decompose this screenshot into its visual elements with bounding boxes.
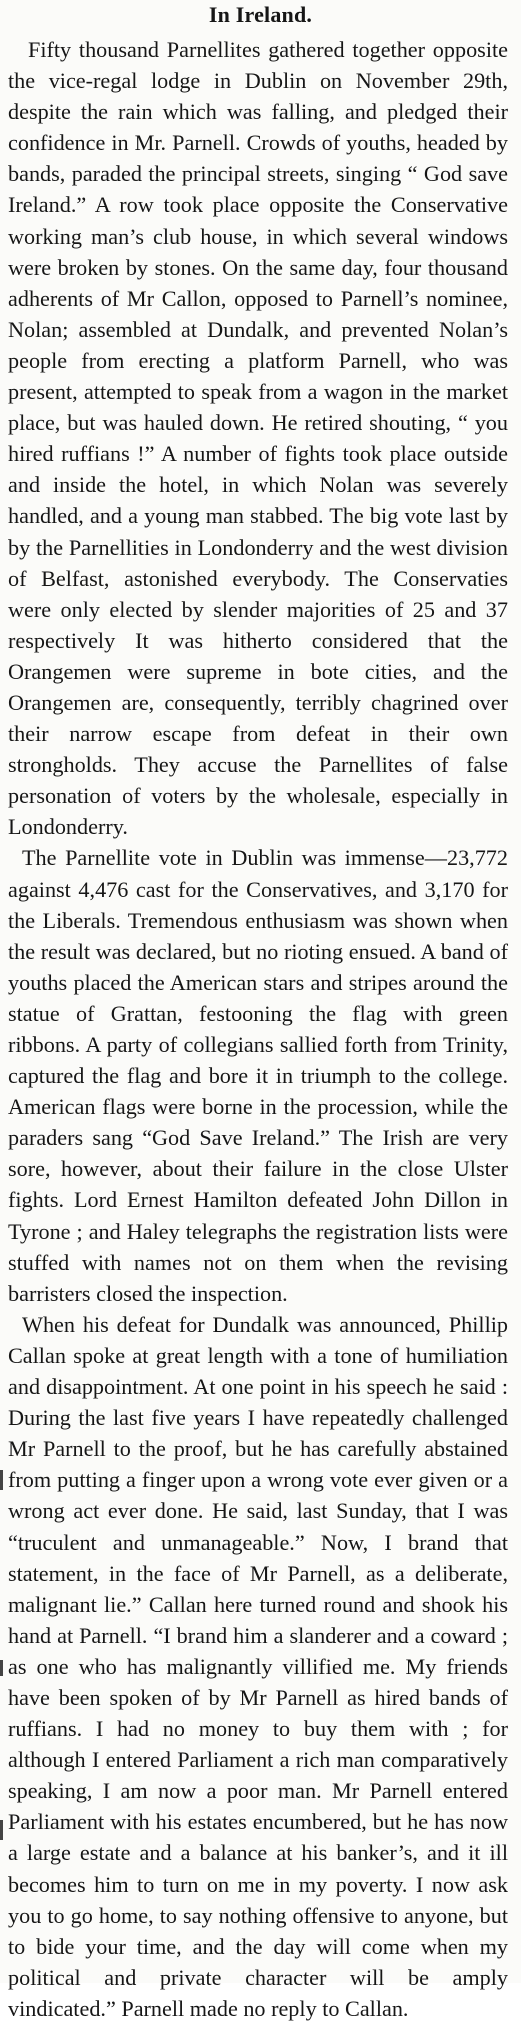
article-paragraph-2: The Parnellite vote in Dublin was immense—23,772 against 4,476 cast for the Conservatives, and 3,170 for the Liberals. Tremendous enthusiasm was shown when the result was declared, but no rioting ensued. A band of youths placed the American stars and stripes around the statue of Grattan, festooning the flag with green ribbons. A party of collegians sallied forth from Trinity, captured the flag and bore it in triumph to the college. American flags were borne in the procession, while the paraders sang “God Save Ireland.” The Irish are very sore, however, about their failure in the close Ulster fights. Lord Ernest Hamilton defeated John Dillon in Tyrone ; and Haley telegraphs the registration lists were stuffed with names not on them when the revising barristers closed the inspection. — [8, 845, 508, 1306]
article-paragraph-3: When his defeat for Dundalk was announced, Phillip Callan spoke at great length with a tone of humiliation and disappointment. At one point in his speech he said : During the last five years I have repeatedly challenged Mr Parnell to the proof, but he has carefully abstained from putting a finger upon a wrong vote ever given or a wrong act ever done. He said, last Sunday, that I was “truculent and unmanageable.” Now, I brand that statement, in the face of Mr Parnell, as a deliberate, malignant lie.” Callan here turned round and shook his hand at Parnell. “I brand him a slanderer and a coward ; as one who has malignantly villified me. My friends have been spoken of by Mr Parnell as hired bands of ruffians. I had no money to buy them with ; for although I entered Parliament a rich man comparatively speaking, I am now a poor man. Mr Parnell entered Parliament with his estates encumbered, but he has now a large estate and a balance at his banker’s, and it ill becomes him to turn on me in my poverty. I now ask you to go home, to say nothing offensive to anyone, but to bide your time, and the day will come when my political and private character will be amply vindicated.” Parnell made no reply to Callan. — [8, 1311, 508, 2021]
left-margin-rule — [0, 1660, 3, 1676]
left-margin-rule — [0, 1820, 3, 1840]
left-margin-rule — [0, 1470, 3, 1490]
article-title: In Ireland. — [208, 2, 313, 27]
article-body — [8, 34, 508, 2024]
article-paragraph-1: Fifty thousand Parnellites gathered together opposite the vice-regal lodge in Dublin on November 29th, despite the rain which was falling, and pledged their confidence in Mr. Parnell. Crowds of youths, headed by bands, paraded the principal streets, singing “ God save Ireland.” A row took place opposite the Conservative working man’s club house, in which several windows were broken by stones. On the same day, four thousand adherents of Mr Callon, opposed to Parnell’s nominee, Nolan; assembled at Dundalk, and prevented Nolan’s people from erecting a platform Parnell, who was present, attempted to speak from a wagon in the market place, but was hauled down. He retired shouting, “ you hired ruffians !” A number of fights took place outside and inside the hotel, in which Nolan was severely handled, and a young man stabbed. The big vote last by by the Parnellities in Londonderry and the west division of Belfast, astonished everybody. The Conservaties were only elected by slender majorities of 25 and 37 respectively It was hitherto considered that the Orangemen were supreme in bote cities, and the Orangemen are, consequently, terribly chagrined over their narrow escape from defeat in their own strongholds. They accuse the Parnellites of false personation of voters by the wholesale, especially in Londonderry. — [8, 37, 508, 840]
